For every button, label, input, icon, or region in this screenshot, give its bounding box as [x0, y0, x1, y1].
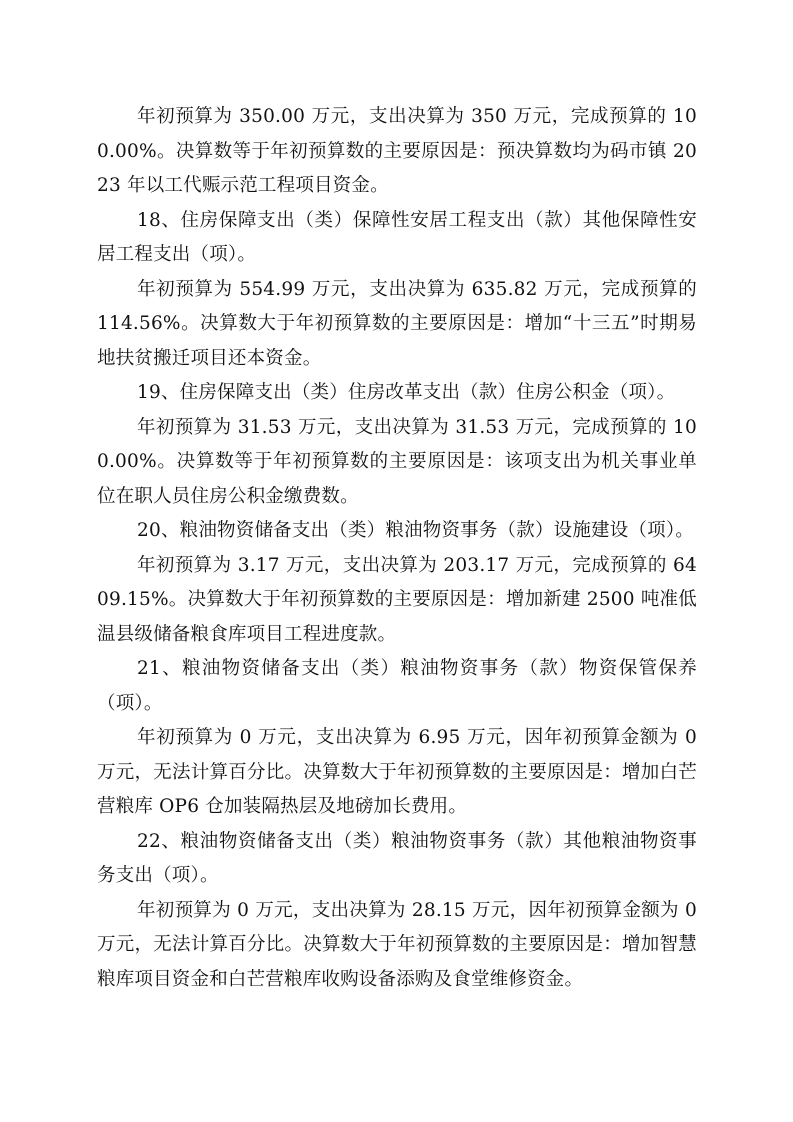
- budget-paragraph: 年初预算为 350.00 万元，支出决算为 350 万元，完成预算的 100.00%。决算数等于年初预算数的主要原因是：预决算数均为码市镇 2023 年以工代赈示范工程项目资金。: [97, 106, 697, 196]
- document-body: [97, 100, 697, 997]
- budget-paragraph: 年初预算为 31.53 万元，支出决算为 31.53 万元，完成预算的 100.00%。决算数等于年初预算数的主要原因是：该项支出为机关事业单位在职人员住房公积金缴费数。: [97, 416, 697, 507]
- budget-paragraph: 年初预算为 554.99 万元，支出决算为 635.82 万元，完成预算的 114.56%。决算数大于年初预算数的主要原因是：增加“十三五”时期易地扶贫搬迁项目还本资金。: [97, 278, 697, 369]
- budget-paragraph: 年初预算为 3.17 万元，支出决算为 203.17 万元，完成预算的 6409.15%。决算数大于年初预算数的主要原因是：增加新建 2500 吨准低温县级储备粮食库项目工程进度款。: [97, 554, 697, 645]
- section-heading-19: 19、住房保障支出（类）住房改革支出（款）住房公积金（项）。: [137, 382, 676, 403]
- section-heading-21: 21、粮油物资储备支出（类）粮油物资事务（款）物资保管保养（项）。: [97, 658, 697, 714]
- section-heading-20: 20、粮油物资储备支出（类）粮油物资事务（款）设施建设（项）。: [137, 520, 694, 541]
- budget-paragraph: 年初预算为 0 万元，支出决算为 6.95 万元，因年初预算金额为 0 万元，无法计算百分比。决算数大于年初预算数的主要原因是：增加白芒营粮库 OP6 仓加装隔热层及地磅加长费用。: [97, 727, 697, 817]
- section-heading-18: 18、住房保障支出（类）保障性安居工程支出（款）其他保障性安居工程支出（项）。: [97, 209, 697, 265]
- section-heading-22: 22、粮油物资储备支出（类）粮油物资事务（款）其他粮油物资事务支出（项）。: [97, 830, 697, 886]
- budget-paragraph: 年初预算为 0 万元，支出决算为 28.15 万元，因年初预算金额为 0 万元，无法计算百分比。决算数大于年初预算数的主要原因是：增加智慧粮库项目资金和白芒营粮库收购设备添购及食堂维修资金。: [97, 899, 697, 990]
